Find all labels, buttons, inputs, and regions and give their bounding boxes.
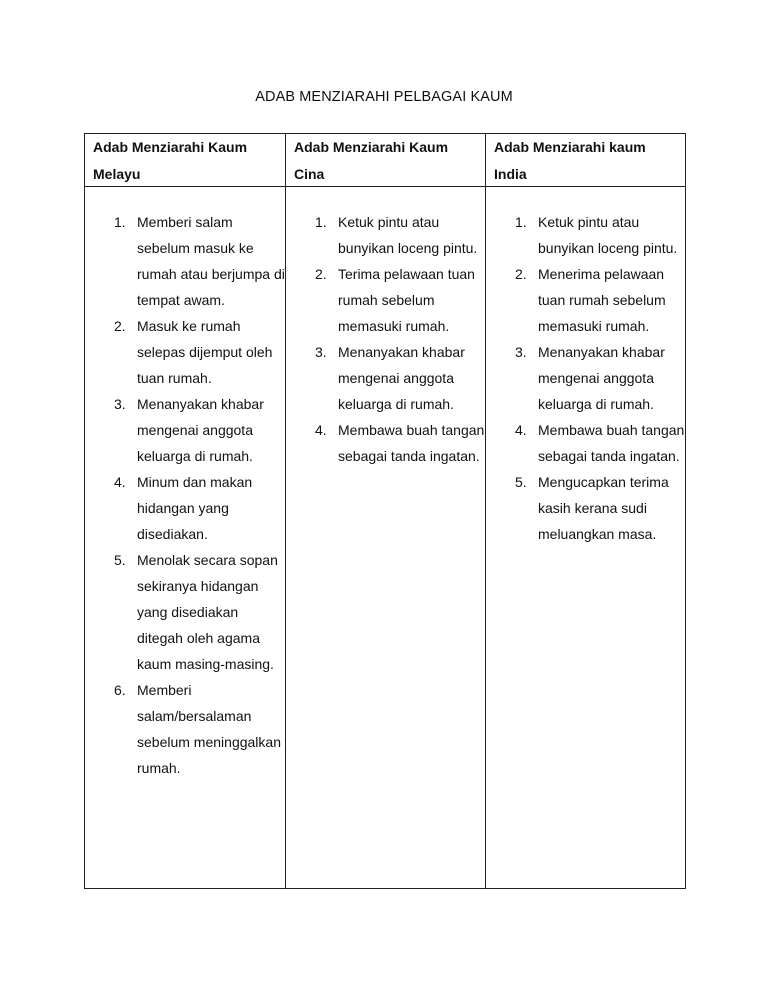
list-number: 4. [114,474,126,490]
list-number: 3. [515,344,527,360]
etiquette-table [84,133,686,889]
list-item [306,261,485,339]
list-item-text: Menolak secara sopan sekiranya hidangan yang disediakan ditegah oleh agama kaum masing-masing. [137,552,278,672]
list-item [506,339,685,417]
list-item [105,209,285,313]
list-number: 2. [114,318,126,334]
list-item [506,417,685,469]
list-item [306,417,485,469]
list-number: 3. [114,396,126,412]
header-cell-cina: Adab Menziarahi Kaum Cina [294,139,449,182]
header-cell-melayu: Adab Menziarahi Kaum Melayu [93,139,248,182]
list-number: 5. [515,474,527,490]
list-item-text: Membawa buah tangan sebagai tanda ingatan. [338,422,485,464]
list-item [105,677,285,781]
list-number: 2. [315,266,327,282]
list-item-text: Menanyakan khabar mengenai anggota keluarga di rumah. [137,396,264,464]
list-number: 1. [114,214,126,230]
list-item-text: Menanyakan khabar mengenai anggota keluarga di rumah. [538,344,665,412]
list-item-text: Ketuk pintu atau bunyikan loceng pintu. [538,214,678,256]
list-item-text: Masuk ke rumah selepas dijemput oleh tuan rumah. [137,318,273,386]
list-item-text: Menerima pelawaan tuan rumah sebelum memasuki rumah. [538,266,666,334]
list-item [306,209,485,261]
list-item [506,261,685,339]
list-item [306,339,485,417]
list-item [105,313,285,391]
list-item [105,391,285,469]
list-number: 2. [515,266,527,282]
list-item-text: Minum dan makan hidangan yang disediakan. [137,474,253,542]
list-item-text: Memberi salam sebelum masuk ke rumah atau berjumpa di tempat awam. [137,214,285,308]
list-item [105,469,285,547]
list-number: 6. [114,682,126,698]
header-cell-india: Adab Menziarahi kaum India [494,139,646,182]
list-item [506,469,685,547]
list-item-text: Membawa buah tangan sebagai tanda ingatan. [538,422,685,464]
column-divider [485,134,486,888]
list-item-text: Memberi salam/bersalaman sebelum meninggalkan rumah. [137,682,281,776]
list-number: 5. [114,552,126,568]
column-divider [285,134,286,888]
list-number: 4. [515,422,527,438]
list-item-text: Mengucapkan terima kasih kerana sudi meluangkan masa. [538,474,669,542]
list-item-text: Ketuk pintu atau bunyikan loceng pintu. [338,214,478,256]
list-number: 1. [515,214,527,230]
page-title: ADAB MENZIARAHI PELBAGAI KAUM [255,89,513,105]
list-item [105,547,285,677]
list-number: 4. [315,422,327,438]
table-header-row [85,134,685,187]
list-item-text: Menanyakan khabar mengenai anggota keluarga di rumah. [338,344,465,412]
list-number: 1. [315,214,327,230]
list-item-text: Terima pelawaan tuan rumah sebelum memasuki rumah. [338,266,475,334]
etiquette-list-melayu [105,209,285,781]
body-cell-cina [306,209,485,469]
etiquette-list-india [506,209,685,547]
body-cell-melayu [105,209,285,781]
list-item [506,209,685,261]
etiquette-list-cina [306,209,485,469]
list-number: 3. [315,344,327,360]
body-cell-india [506,209,685,547]
